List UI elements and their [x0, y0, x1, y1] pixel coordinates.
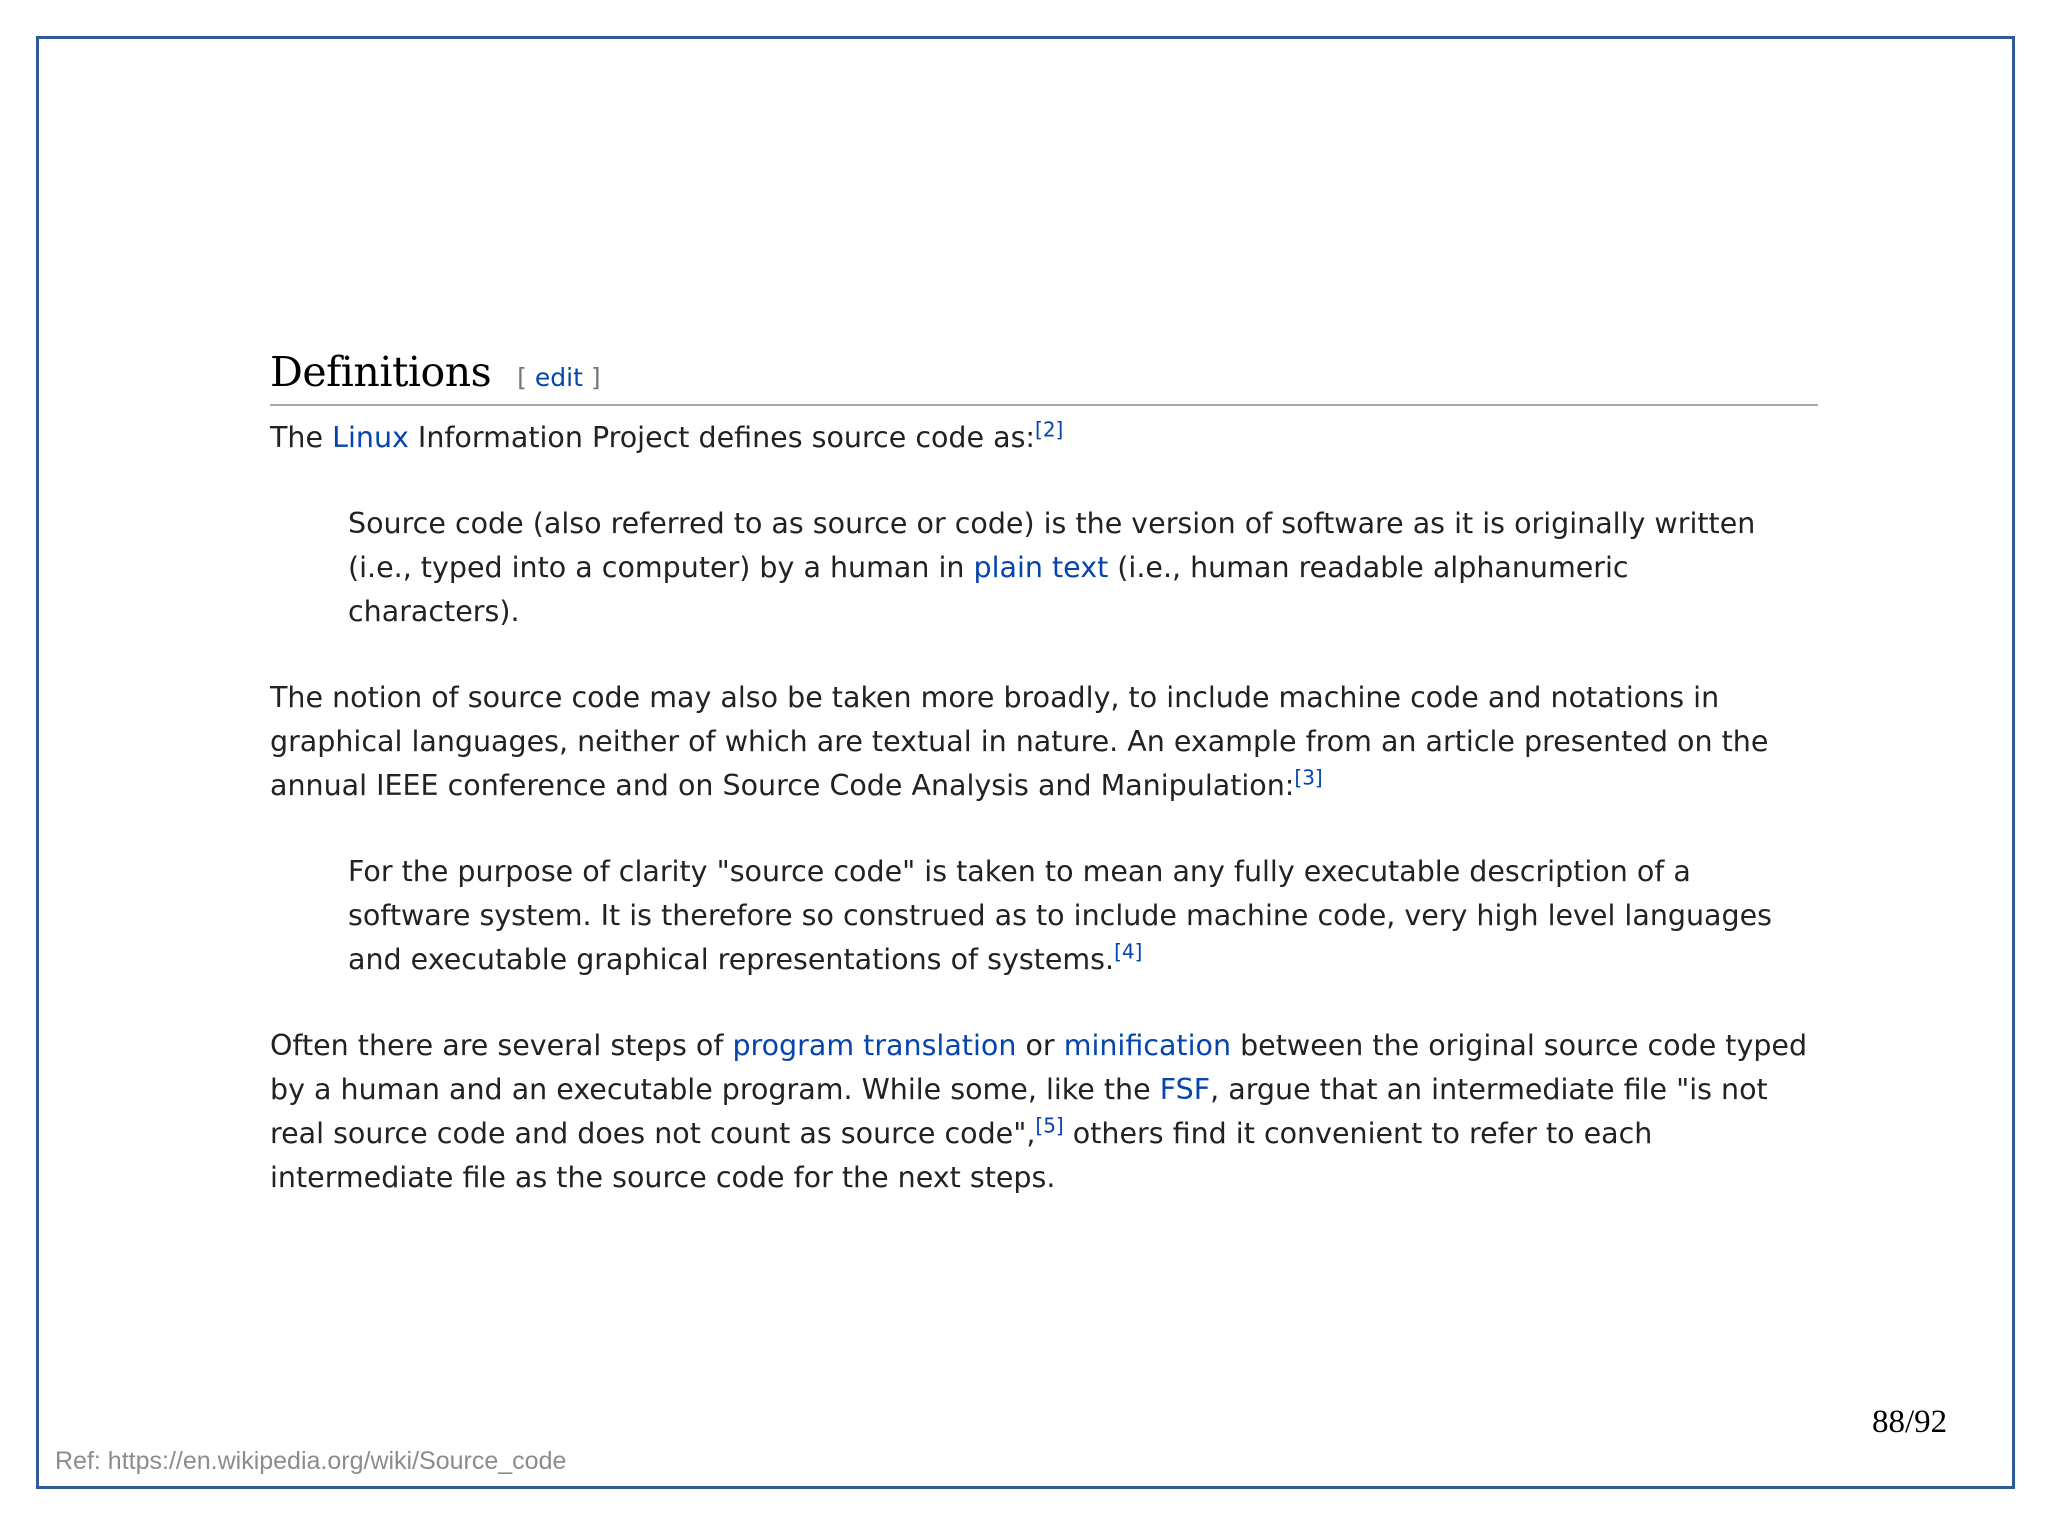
citation-4[interactable]: [4] — [1114, 939, 1143, 964]
paragraph-2: The notion of source code may also be taken more broadly, to include machine code and notations in graphical languages, neither of which are textual in nature. An example from an article presented on the annual IEEE conference and on Source Code Analysis and Manipulation:[3] — [270, 681, 1769, 802]
citation-5[interactable]: [5] — [1035, 1113, 1064, 1138]
section-header — [270, 344, 1818, 406]
paragraph-3: Often there are several steps of program translation or minification between the original source code typed by a human and an executable program. While some, like the FSF, argue that an intermediate file "is not real source code and does not count as source code",[5] others find it convenient to refer to each intermediate file as the source code for the next steps. — [270, 1029, 1808, 1194]
edit-bracket-open: [ — [517, 363, 527, 392]
citation-3[interactable]: [3] — [1294, 765, 1323, 790]
paragraph-1: The Linux Information Project defines source code as:[2] — [270, 417, 1064, 454]
link-program-translation[interactable]: program translation — [732, 1029, 1017, 1062]
link-fsf[interactable]: FSF — [1159, 1073, 1211, 1106]
reference-footer: Ref: https://en.wikipedia.org/wiki/Source_code — [55, 1447, 567, 1475]
edit-section — [517, 356, 600, 400]
edit-bracket-close: ] — [590, 363, 601, 392]
article-excerpt — [270, 344, 1818, 1242]
blockquote-1: Source code (also referred to as source or code) is the version of software as it is originally written (i.e., typed into a computer) by a human in plain text (i.e., human readable alphanumeric characters). — [348, 507, 1756, 628]
citation-2[interactable]: [2] — [1035, 417, 1064, 442]
link-minification[interactable]: minification — [1063, 1029, 1232, 1062]
section-title: Definitions — [270, 348, 492, 396]
page-number: 88/92 — [1872, 1404, 1948, 1440]
link-plain-text[interactable]: plain text — [973, 551, 1109, 584]
edit-link[interactable]: edit — [534, 363, 583, 392]
link-linux[interactable]: Linux — [332, 421, 409, 454]
blockquote-2: For the purpose of clarity "source code" is taken to mean any fully executable description of a software system. It is therefore so construed as to include machine code, very high level languages and executable graphical representations of systems.[4] — [348, 855, 1772, 976]
